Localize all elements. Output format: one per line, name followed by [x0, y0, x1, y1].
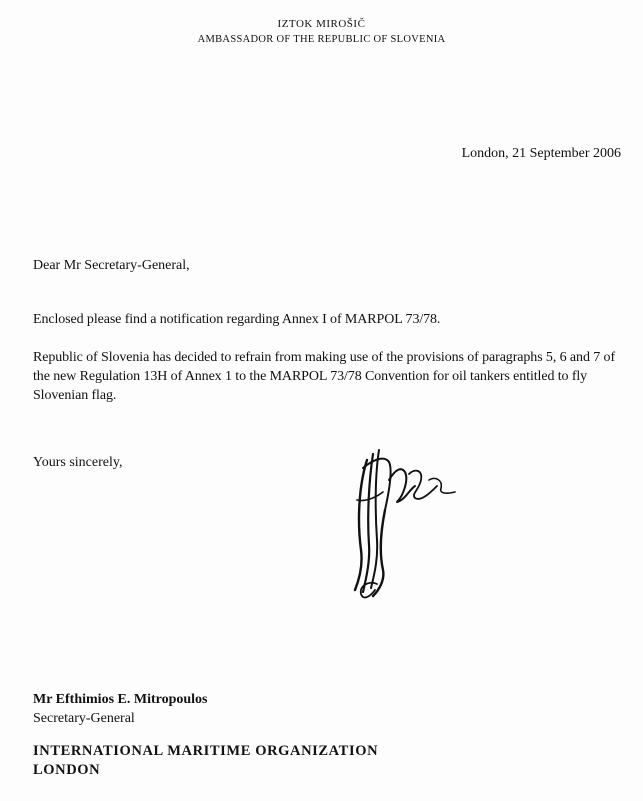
organization-city: LONDON — [33, 762, 101, 778]
addressee-title: Secretary-General — [33, 711, 135, 726]
body-paragraph-1: Enclosed please find a notification regarding Annex I of MARPOL 73/78. — [33, 312, 441, 327]
letterhead — [0, 18, 643, 46]
addressee-name: Mr Efthimios E. Mitropoulos — [33, 692, 208, 707]
addressee-block — [33, 690, 208, 728]
date-line: London, 21 September 2006 — [461, 146, 621, 161]
body-paragraph-2: Republic of Slovenia has decided to refrain from making use of the provisions of paragraphs 5, 6 and 7 of the new Regulation 13H of Annex 1 to the MARPOL 73/78 Convention for oil tankers entitled to fly Slovenian flag. — [33, 350, 616, 403]
closing: Yours sincerely, — [33, 455, 123, 470]
handwritten-signature — [345, 440, 460, 610]
salutation: Dear Mr Secretary-General, — [33, 258, 190, 273]
organization-block — [33, 742, 378, 780]
letterhead-name: IZTOK MIROŠIČ — [277, 18, 366, 30]
organization-name: INTERNATIONAL MARITIME ORGANIZATION — [33, 743, 379, 759]
letterhead-title: AMBASSADOR OF THE REPUBLIC OF SLOVENIA — [197, 34, 446, 45]
